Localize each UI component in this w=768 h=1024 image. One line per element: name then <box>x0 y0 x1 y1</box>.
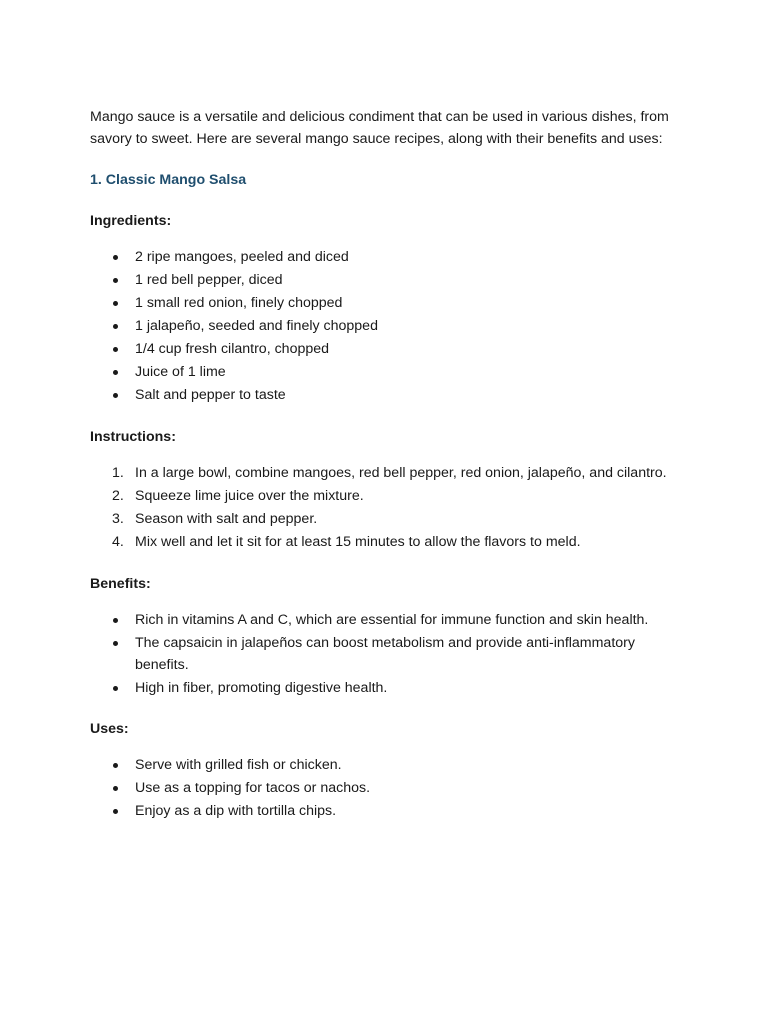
step-number: 4. <box>112 534 124 551</box>
bullet-icon <box>113 393 118 398</box>
list-item: Use as a topping for tacos or nachos. <box>135 778 678 800</box>
benefits-heading: Benefits: <box>90 575 151 592</box>
ingredients-list <box>90 247 678 407</box>
bullet-icon <box>113 641 118 646</box>
list-item: Enjoy as a dip with tortilla chips. <box>135 801 678 823</box>
uses-list <box>90 755 678 823</box>
intro-paragraph: Mango sauce is a versatile and delicious condiment that can be used in various dishes, from savory to sweet. Here are several mango sauce recipes, along with their benefits and uses: <box>90 109 669 147</box>
list-item: High in fiber, promoting digestive health. <box>135 678 678 700</box>
bullet-icon <box>113 686 118 691</box>
instructions-list <box>90 463 678 554</box>
bullet-icon <box>113 278 118 283</box>
list-item: 3. Season with salt and pepper. <box>135 509 678 531</box>
bullet-icon <box>113 786 118 791</box>
list-item: Serve with grilled fish or chicken. <box>135 755 678 777</box>
step-number: 1. <box>112 465 124 482</box>
ingredients-heading: Ingredients: <box>90 213 172 230</box>
bullet-icon <box>113 347 118 352</box>
instructions-heading: Instructions: <box>90 429 176 446</box>
list-item: 1 small red onion, finely chopped <box>135 293 678 315</box>
list-item: 1 jalapeño, seeded and finely chopped <box>135 316 678 338</box>
step-number: 2. <box>112 488 124 505</box>
list-item: Rich in vitamins A and C, which are essential for immune function and skin health. <box>135 610 678 632</box>
list-item: The capsaicin in jalapeños can boost metabolism and provide anti-inflammatory benefits. <box>135 633 678 676</box>
list-item: 1 red bell pepper, diced <box>135 270 678 292</box>
step-number: 3. <box>112 511 124 528</box>
list-item: 2 ripe mangoes, peeled and diced <box>135 247 678 269</box>
recipe-title: 1. Classic Mango Salsa <box>90 172 247 189</box>
list-item: 1. In a large bowl, combine mangoes, red bell pepper, red onion, jalapeño, and cilantro. <box>135 463 678 485</box>
list-item: Salt and pepper to taste <box>135 385 678 407</box>
list-item: Juice of 1 lime <box>135 362 678 384</box>
bullet-icon <box>113 324 118 329</box>
bullet-icon <box>113 370 118 375</box>
benefits-list <box>90 610 678 699</box>
list-item: 2. Squeeze lime juice over the mixture. <box>135 486 678 508</box>
bullet-icon <box>113 763 118 768</box>
bullet-icon <box>113 618 118 623</box>
list-item: 4. Mix well and let it sit for at least 15 minutes to allow the flavors to meld. <box>135 532 678 554</box>
list-item: 1/4 cup fresh cilantro, chopped <box>135 339 678 361</box>
bullet-icon <box>113 809 118 814</box>
uses-heading: Uses: <box>90 721 129 738</box>
bullet-icon <box>113 255 118 260</box>
bullet-icon <box>113 301 118 306</box>
